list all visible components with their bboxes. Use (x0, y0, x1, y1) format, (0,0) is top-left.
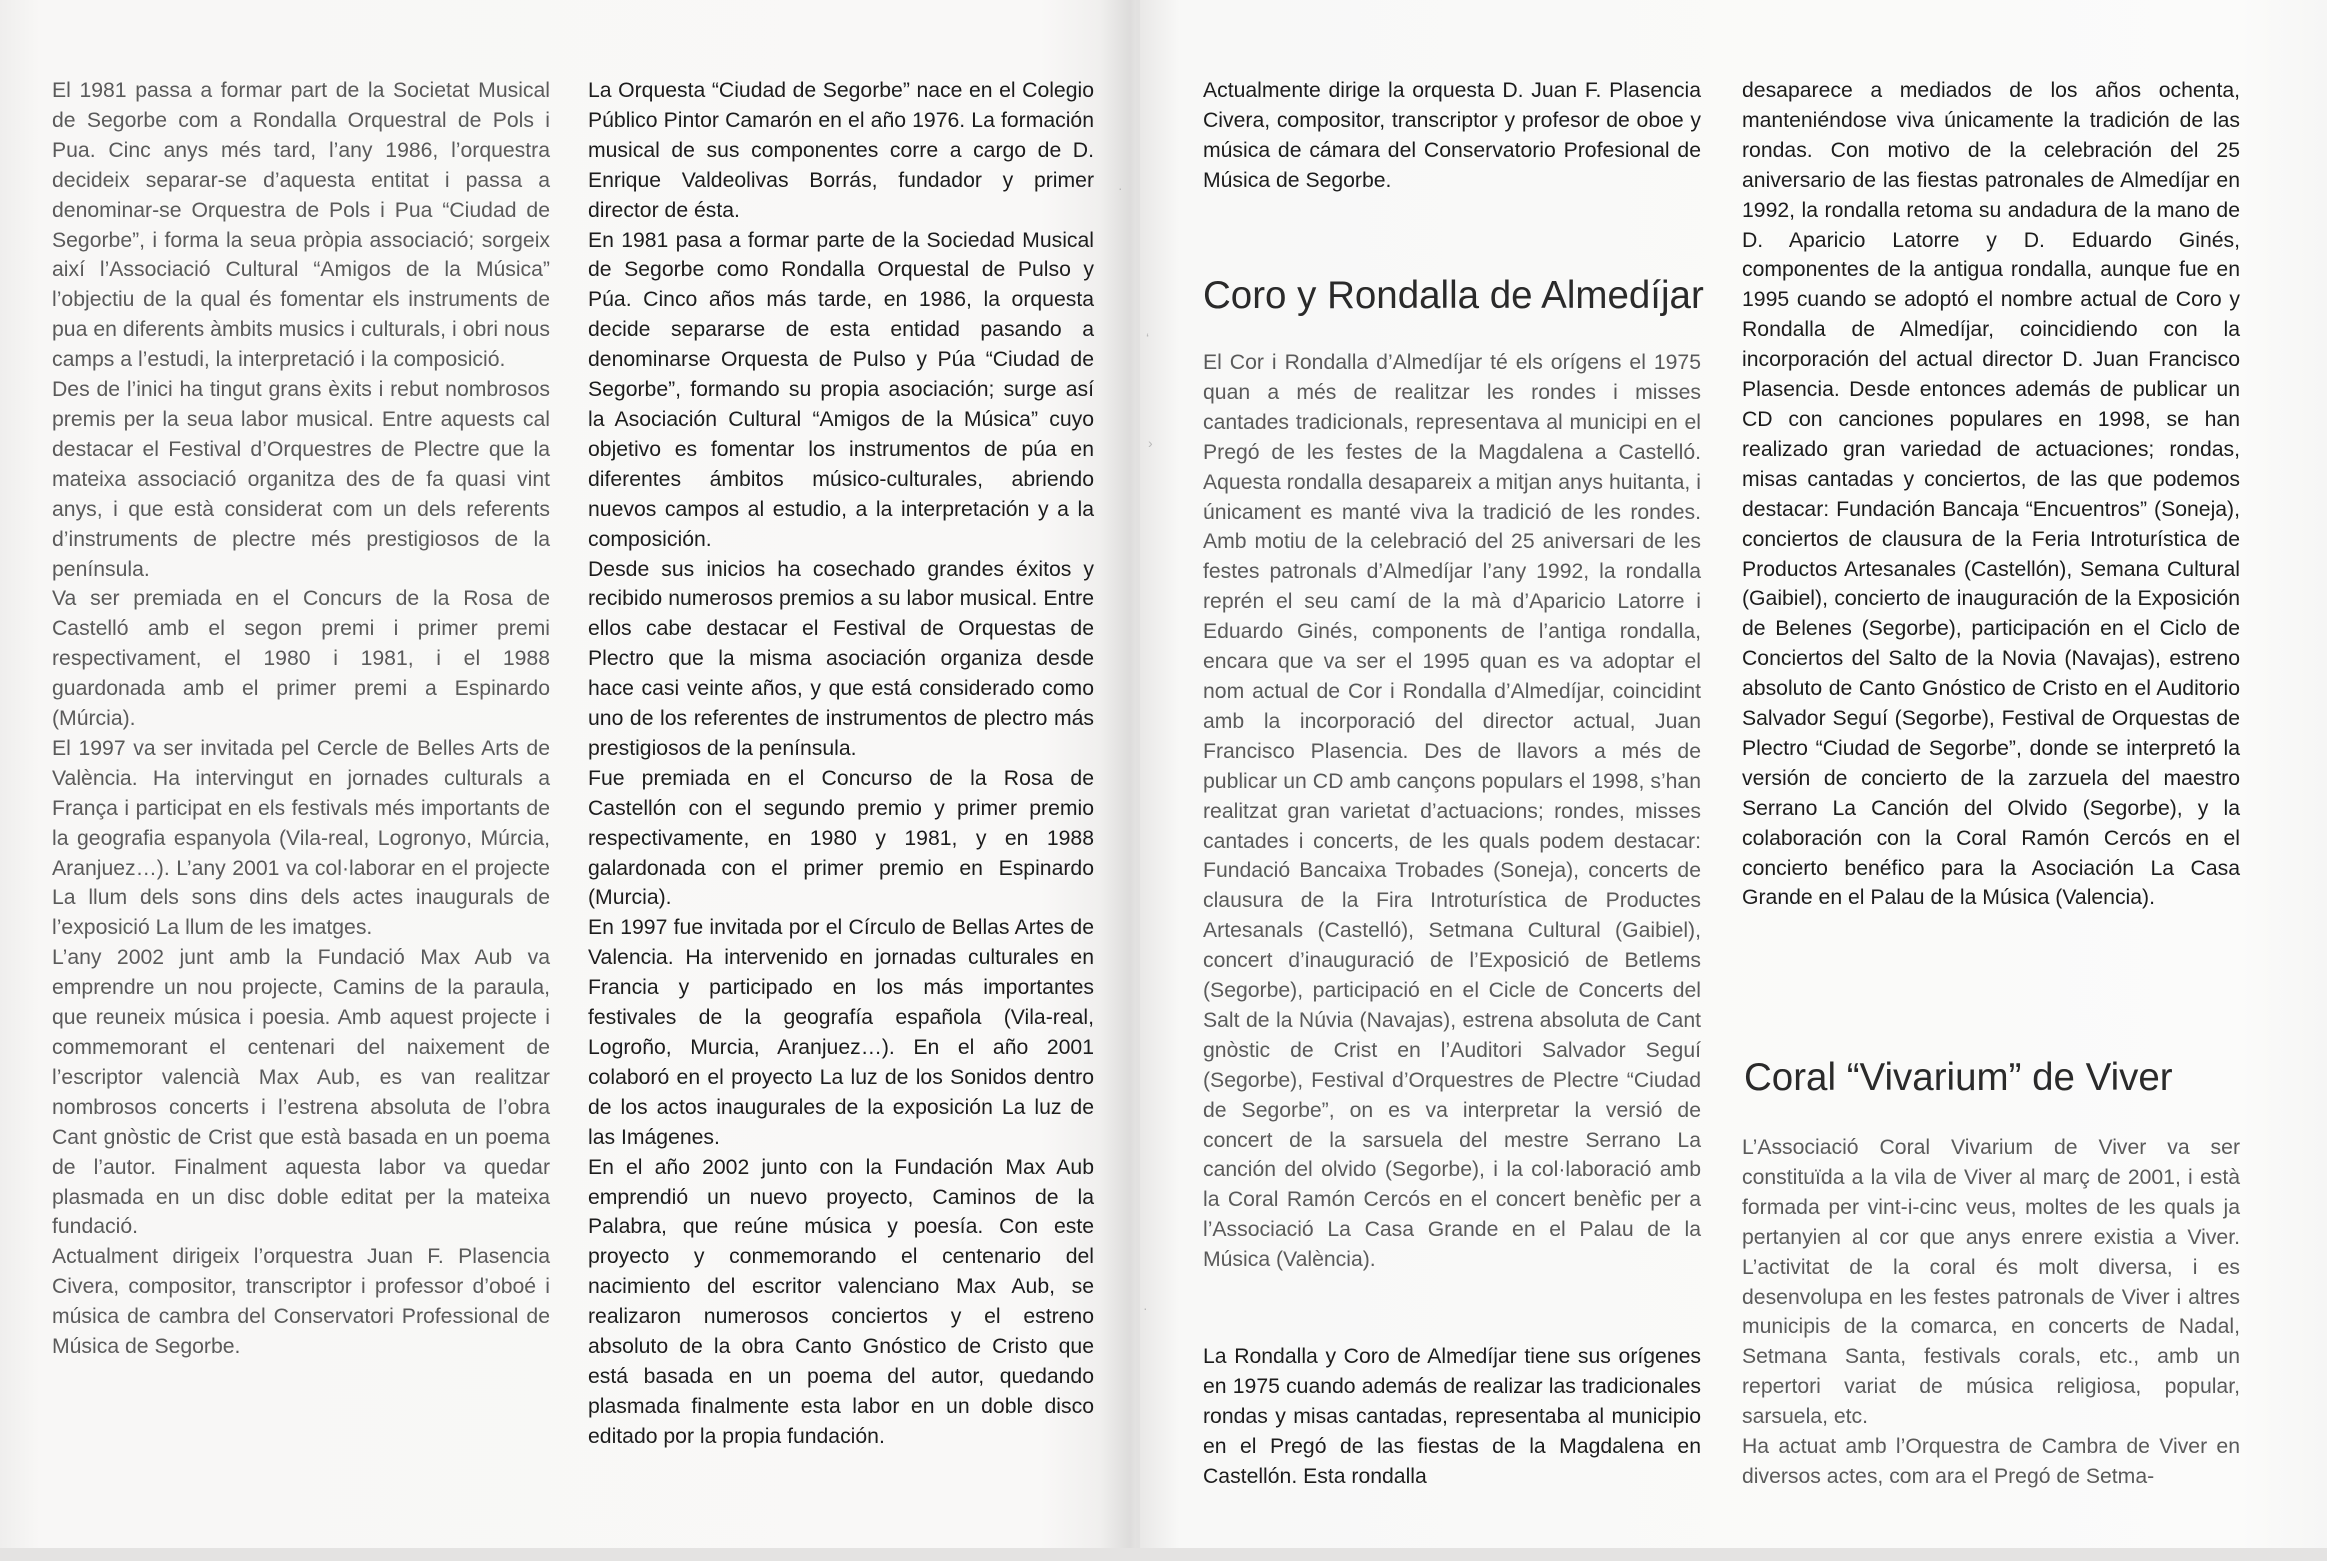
scan-speck: › (1148, 435, 1153, 451)
paragraph: El 1997 va ser invitada pel Cercle de Belles Arts de València. Ha intervingut en jornades culturals a França i participat en els festivals més importants de la geografia espanyola (Vila-real, Logronyo, Múrcia, Aranjuez…). L’any 2001 va col·laborar en el projecte La llum dels sons dins dels actes inaugurals de l’exposició La llum de les imatges. (52, 736, 550, 940)
paragraph: Va ser premiada en el Concurs de la Rosa de Castelló amb el segon premi i primer premi respectivament, el 1980 i 1981, i el 1988 guardonada amb el primer premi a Espinardo (Múrcia). (52, 587, 550, 731)
paragraph: En 1981 pasa a formar parte de la Sociedad Musical de Segorbe como Rondalla Orquestal de Pulso y Púa. Cinco años más tarde, en 1986, la orquesta decide separarse de esta entidad pasando a denominarse Orquesta de Pulso y Púa “Ciudad de Segorbe”, formando su propia asociación; surge así la Asociación Cultural “Amigos de la Música” cuyo objetivo es fomentar los instrumentos de púa en diferentes ámbitos músico-culturales, abriendo nuevos campos al estudio, a la interpretación y a la composición. (588, 228, 1094, 551)
paragraph: L’Associació Coral Vivarium de Viver va ser constituïda a la vila de Viver al març de 2001, i està formada per vint-i-cinc veus, moltes de les quals ja pertanyien al cor que anys enrere existia a Viver. L’activitat de la coral és molt diversa, i es desenvolupa en les festes patronals de Viver i altres municipis de la comarca, en concerts de Nadal, Setmana Santa, festivals corals, etc., amb un repertori variat de música religiosa, popular, sarsuela, etc. (1742, 1136, 2240, 1429)
paragraph: Ha actuat amb l’Orquestra de Cambra de Viver en diversos actes, com ara el Pregó de Setma- (1742, 1435, 2240, 1488)
paragraph: L’any 2002 junt amb la Fundació Max Aub va emprendre un nou projecte, Camins de la paraula, que reuneix música i poesia. Amb aquest projecte i commemorant el centenari del naixement de l’escriptor valencià Max Aub, es van realitzar nombrosos concerts i l’estrena absoluta de l’obra Cant gnòstic de Crist que està basada en un poema de l’autor. Finalment aquesta labor va quedar plasmada en un disc doble editat per la mateixa fundació. (52, 946, 550, 1239)
column-3-catalan (1203, 348, 1701, 1275)
column-1-catalan (52, 76, 550, 1362)
paragraph: El Cor i Rondalla d’Almedíjar té els orígens el 1975 quan a més de realitzar les rondes i misses cantades tradicionals, representava al municipi en el Pregó de les festes de la Magdalena a Castelló. Aquesta rondalla desapareix a mitjan anys huitanta, i únicament es manté viva la tradició de les rondes. Amb motiu de la celebració del 25 aniversari de les festes patronals d’Almedíjar l’any 1992, la rondalla reprén el seu camí de la mà d’Aparicio Latorre i Eduardo Ginés, components de l’antiga rondalla, encara que va ser el 1995 quan es va adoptar el nom actual de Cor i Rondalla d’Almedíjar, coincidint amb la incorporació del director actual, Juan Francisco Plasencia. Des de llavors a més de publicar un CD amb cançons populars el 1998, s’han realitzat gran varietat d’actuacions; rondes, misses cantades i concerts, de les quals podem destacar: Fundació Bancaixa Trobades (Soneja), concerts de clausura de la Fira Introturística de Productes Artesanals (Castelló), Setmana Cultural (Gaibiel), concert d’inauguració de l’Exposició de Betlems (Segorbe), participació en el Cicle de Concerts del Salt de la Núvia (Navajas), estrena absoluta de Cant gnòstic de Crist en l’Auditori Salvador Seguí (Segorbe), Festival d’Orquestres de Plectre “Ciudad de Segorbe”, on es va interpretar la versió de concert de la sarsuela del mestre Serrano La canción del olvido (Segorbe), i la col·laboració amb la Coral Ramón Cercós en el concert benèfic per a l’Associació La Casa Grande en el Palau de la Música (València). (1203, 351, 1701, 1272)
section-heading-coro-rondalla: Coro y Rondalla de Almedíjar (1203, 274, 1704, 317)
paragraph: Des de l’inici ha tingut grans èxits i rebut nombrosos premis per la seua labor musical. Entre aquests cal destacar el Festival d’Orquestres de Plectre que la mateixa associació organitza des de fa quasi vint anys, i que està considerat com un dels referents d’instruments de plectre més prestigiosos de la península. (52, 378, 550, 581)
page-bottom-edge (0, 1548, 2327, 1561)
paragraph: En el año 2002 junto con la Fundación Max Aub emprendió un nuevo proyecto, Caminos de la Palabra, que reúne música y poesía. Con este proyecto y conmemorando el centenario del nacimiento del escritor valenciano Max Aub, se realizaron numerosos conciertos y el estreno absoluto de la obra Canto Gnóstico de Cristo que está basada en un poema del autor, quedando plasmada finalmente esta labor en un doble disco editado por la propia fundación. (588, 1155, 1094, 1448)
column-3-spanish (1203, 1342, 1701, 1492)
column-4-catalan (1742, 1133, 2240, 1492)
paragraph: La Orquesta “Ciudad de Segorbe” nace en el Colegio Público Pintor Camarón en el año 1976. La formación musical de sus componentes corre a cargo de D. Enrique Valdeolivas Borrás, fundador y primer director de ésta. (588, 79, 1094, 222)
scan-speck: · (1118, 180, 1123, 196)
paragraph: El 1981 passa a formar part de la Societat Musical de Segorbe com a Rondalla Orquestral de Pols i Pua. Cinc anys més tard, l’any 1986, l’orquestra decideix separar-se d’aquesta entitat i passa a denominar-se Orquestra de Pols i Pua “Ciudad de Segorbe”, i forma la seua pròpia associació; sorgeix així l’Associació Cultural “Amigos de la Música” l’objectiu de la qual és fomentar els instruments de pua en diferents àmbits musics i culturals, i obri nous camps a l’estudi, la interpretació i la composició. (52, 79, 550, 372)
paragraph: Fue premiada en el Concurso de la Rosa de Castellón con el segundo premio y primer premio respectivamente, en 1980 y 1981, y en 1988 galardonada con el primer premio en Espinardo (Murcia). (588, 766, 1094, 910)
scan-speck: ‘ (1146, 330, 1150, 346)
scan-speck: · (1143, 1300, 1148, 1316)
paragraph: desaparece a mediados de los años ochenta, manteniéndose viva únicamente la tradición de las rondas. Con motivo de la celebración del 25 aniversario de las fiestas patronales de Almedíjar en 1992, la rondalla retoma su andadura de la mano de D. Aparicio Latorre y D. Eduardo Ginés, componentes de la antigua rondalla, aunque fue en 1995 cuando se adoptó el nombre actual de Coro y Rondalla de Almedíjar, coincidiendo con la incorporación del actual director D. Juan Francisco Plasencia. Desde entonces además de publicar un CD con canciones populares en 1998, se han realizado gran variedad de actuaciones; rondas, misas cantadas y conciertos, de las que podemos destacar: Fundación Bancaja “Encuentros” (Soneja), conciertos de clausura de la Feria Introturística de Productos Artesanales (Castellón), Semana Cultural (Gaibiel), concierto de inauguración de la Exposición de Belenes (Segorbe), participación en el Ciclo de Conciertos del Salto de la Novia (Navajas), estreno absoluto de Canto Gnóstico de Cristo en el Auditorio Salvador Seguí (Segorbe), Festival de Orquestas de Plectro “Ciudad de Segorbe”, donde se interpretó la versión de concierto de la zarzuela del maestro Serrano La Canción del Olvido (Segorbe), y la colaboración con la Coral Ramón Cercós en el concierto benéfico para la Asociación La Casa Grande en el Palau de la Música (Valencia). (1742, 79, 2240, 910)
column-3-intro (1203, 76, 1701, 196)
paragraph: Actualment dirigeix l’orquestra Juan F. Plasencia Civera, compositor, transcriptor i professor d’oboé i música de cambra del Conservatori Professional de Música de Segorbe. (52, 1245, 550, 1359)
column-2-spanish (588, 76, 1094, 1452)
section-heading-coral-vivarium: Coral “Vivarium” de Viver (1744, 1056, 2173, 1099)
paragraph: Actualmente dirige la orquesta D. Juan F. Plasencia Civera, compositor, transcriptor y profesor de oboe y música de cámara del Conservatorio Profesional de Música de Segorbe. (1203, 79, 1701, 192)
paragraph: Desde sus inicios ha cosechado grandes éxitos y recibido numerosos premios a su labor musical. Entre ellos cabe destacar el Festival de Orquestas de Plectro que la misma asociación organiza desde hace casi veinte años, y que está considerado como uno de los referentes de instrumentos de plectro más prestigiosos de la península. (588, 557, 1094, 760)
paragraph: En 1997 fue invitada por el Círculo de Bellas Artes de Valencia. Ha intervenido en jornadas culturales en Francia y participado en los más importantes festivales de la geografía española (Vila-real, Logroño, Murcia, Aranjuez…). En el año 2001 colaboró en el proyecto La luz de los Sonidos dentro de los actos inaugurales de la exposición La luz de las Imágenes. (588, 916, 1094, 1149)
column-4-spanish (1742, 76, 2240, 913)
paragraph: La Rondalla y Coro de Almedíjar tiene sus orígenes en 1975 cuando además de realizar las tradicionales rondas y misas cantadas, representaba al municipio en el Pregó de las fiestas de la Magdalena en Castellón. Esta rondalla (1203, 1345, 1701, 1488)
book-spine-fold (1136, 0, 1140, 1561)
